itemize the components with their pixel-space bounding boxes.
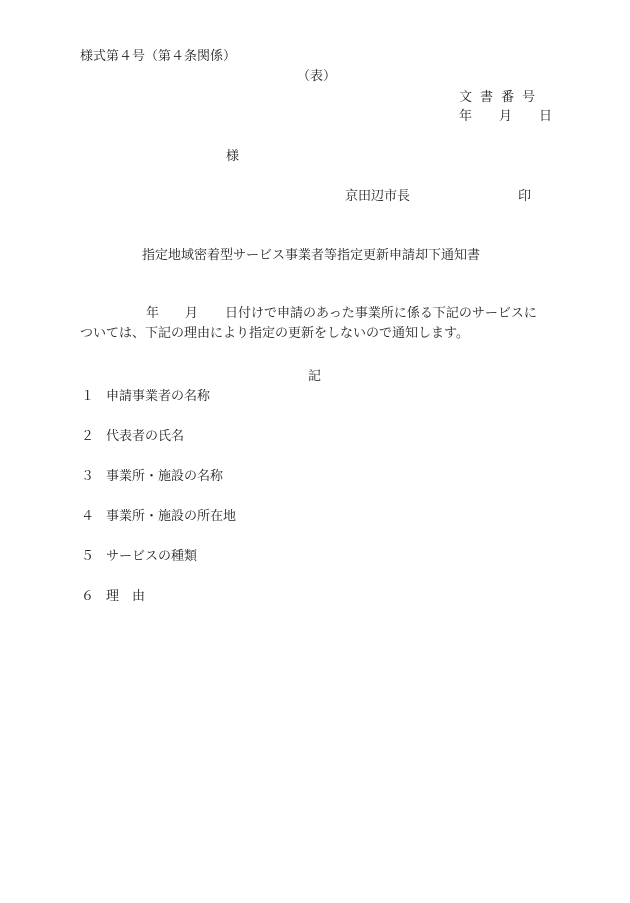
item-number: ６ [81, 589, 95, 604]
date-day: 日 [539, 109, 553, 124]
date-month: 月 [499, 109, 513, 124]
item-label: サービスの種類 [106, 549, 198, 564]
item-label: 申請事業者の名称 [106, 389, 211, 404]
document-title: 指定地域密着型サービス事業者等指定更新申請却下通知書 [142, 248, 481, 263]
ki-heading: 記 [308, 369, 322, 384]
addressee-suffix: 様 [226, 149, 240, 164]
body-line1: 日付けで申請のあった事業所に係る下記のサービスに [225, 306, 537, 321]
date-year: 年 [459, 109, 473, 124]
item-number: １ [81, 389, 95, 404]
body-month: 月 [185, 306, 199, 321]
item-label: 事業所・施設の名称 [106, 469, 224, 484]
body-line2: ついては、下記の理由により指定の更新をしないので通知します。 [80, 326, 469, 341]
body-year: 年 [146, 306, 160, 321]
side-label: （表） [297, 69, 337, 84]
item-number: ４ [81, 509, 95, 524]
seal: 印 [518, 189, 532, 204]
document-number: 文書番号 [459, 90, 544, 105]
issuer: 京田辺市長 [345, 189, 411, 204]
item-number: ２ [81, 429, 95, 444]
item-number: ３ [81, 469, 95, 484]
item-label: 代表者の氏名 [106, 429, 185, 444]
form-label: 様式第４号（第４条関係） [80, 49, 237, 64]
item-label: 理 由 [106, 589, 146, 604]
item-label: 事業所・施設の所在地 [106, 509, 237, 524]
item-number: ５ [81, 549, 95, 564]
